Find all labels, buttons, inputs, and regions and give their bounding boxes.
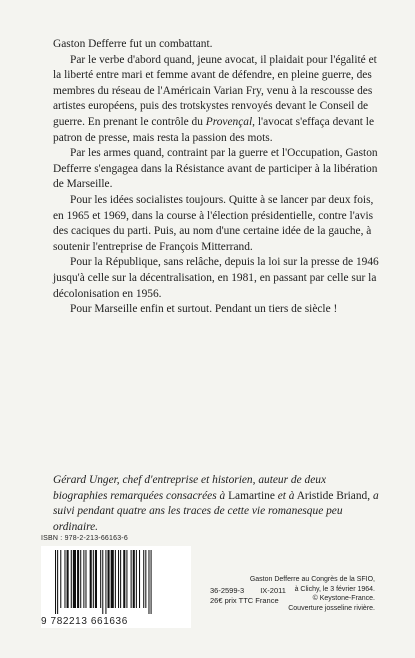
barcode-bar (118, 550, 119, 608)
barcode-bar (136, 550, 137, 608)
author-bio (53, 473, 379, 535)
blurb-paragraph-2 (53, 53, 379, 147)
barcode-bar (139, 550, 140, 608)
blurb-paragraph-6: Pour Marseille enfin et surtout. Pendant un tiers de siècle ! (70, 303, 338, 316)
barcode-bar (90, 550, 92, 608)
barcode-bar (71, 550, 72, 608)
barcode-bar (131, 550, 132, 608)
blurb-paragraph-2-part-2: , l'avocat s'effaça devant le patron de presse, mais resta la passion des mots. (53, 115, 375, 144)
barcode-bar (85, 550, 86, 608)
barcode-bar (55, 550, 56, 614)
blurb-paragraph-2-part-1: Par le verbe d'abord quand, jeune avocat, il plaidait pour l'égalité et la liberté entre mari et femme avant de défendre, en pleine guerre, des membres du réseau de l'Américain Varian Fry, venu à la rescousse des artistes européens, puis des trotskystes renvoyés devant le Conseil de guerre. En prenant le contrôle du (53, 53, 377, 128)
blurb-text (53, 37, 379, 318)
catalog-code: 36-2599-3 (210, 586, 245, 595)
blurb-paragraph-5: Pour la République, sans relâche, depuis la loi sur la presse de 1946 jusqu'à celle sur la décentralisation, en 1981, en passant par celle sur la décolonisation en 1956. (53, 256, 379, 300)
barcode-bar (95, 550, 97, 608)
barcode-bar (105, 550, 106, 614)
barcode-bar (133, 550, 135, 608)
barcode-bar (115, 550, 116, 608)
barcode (41, 546, 191, 628)
credit-line-2: à Clichy, le 3 février 1964. (294, 585, 375, 593)
price-label: 26€ prix TTC France (210, 596, 279, 605)
barcode-bar (123, 550, 125, 608)
blurb-paragraph-4: Pour les idées socialistes toujours. Quitte à se lancer par deux fois, en 1965 et 1969, dans la course à l'élection présidentielle, contre l'avis des caciques du parti. Puis, au nom d'une certaine idée de la gauche, à soutenir l'entreprise de François Mitterrand. (53, 193, 374, 253)
barcode-digits: 9 782213 661636 (41, 616, 128, 627)
barcode-bar (100, 550, 101, 608)
credit-line-3: © Keystone-France. (312, 595, 375, 603)
barcode-bars (53, 550, 181, 614)
author-bio-part-1: Gérard Unger, chef d'entreprise et historien, auteur de deux biographies remarquées consacrées (53, 474, 327, 502)
barcode-bar (120, 550, 121, 608)
author-bio-part-2: à (219, 489, 226, 502)
barcode-bar (111, 550, 114, 608)
barcode-bar (83, 550, 84, 608)
barcode-bar (143, 550, 144, 608)
barcode-bar (80, 550, 81, 608)
barcode-bar (57, 550, 58, 614)
photo-credit (250, 575, 375, 613)
barcode-bar (126, 550, 127, 608)
author-bio-briand: Aristide Briand, (294, 489, 373, 502)
barcode-bar (108, 550, 110, 608)
barcode-bar (145, 550, 146, 608)
print-date-code: IX-2011 (260, 586, 286, 595)
barcode-bar (148, 550, 149, 614)
isbn-label: ISBN : 978-2-213-66163-6 (41, 535, 128, 542)
barcode-bar (67, 550, 69, 608)
barcode-bar (102, 550, 103, 614)
author-bio-lamartine: Lamartine (225, 489, 278, 502)
barcode-bar (77, 550, 79, 608)
author-bio-part-4: a suivi pendant quatre ans les traces de cette vie romanesque peu ordinaire. (53, 489, 379, 533)
credit-line-1: Gaston Defferre au Congrès de la SFIO, (249, 576, 375, 583)
barcode-bar (151, 550, 152, 614)
barcode-bar (93, 550, 94, 608)
blurb-paragraph-3: Par les armes quand, contraint par la guerre et l'Occupation, Gaston Defferre s'engagea dans la Résistance avant de participer à la libération de Marseille. (53, 147, 378, 191)
barcode-bar (60, 550, 61, 608)
author-bio-part-3: et à (277, 489, 295, 502)
barcode-bar (64, 550, 65, 608)
barcode-bar (73, 550, 76, 608)
newspaper-title: Provençal (205, 115, 253, 128)
blurb-paragraph-1: Gaston Defferre fut un combattant. (53, 38, 213, 50)
credit-line-4: Couverture josseline rivière. (288, 604, 375, 612)
